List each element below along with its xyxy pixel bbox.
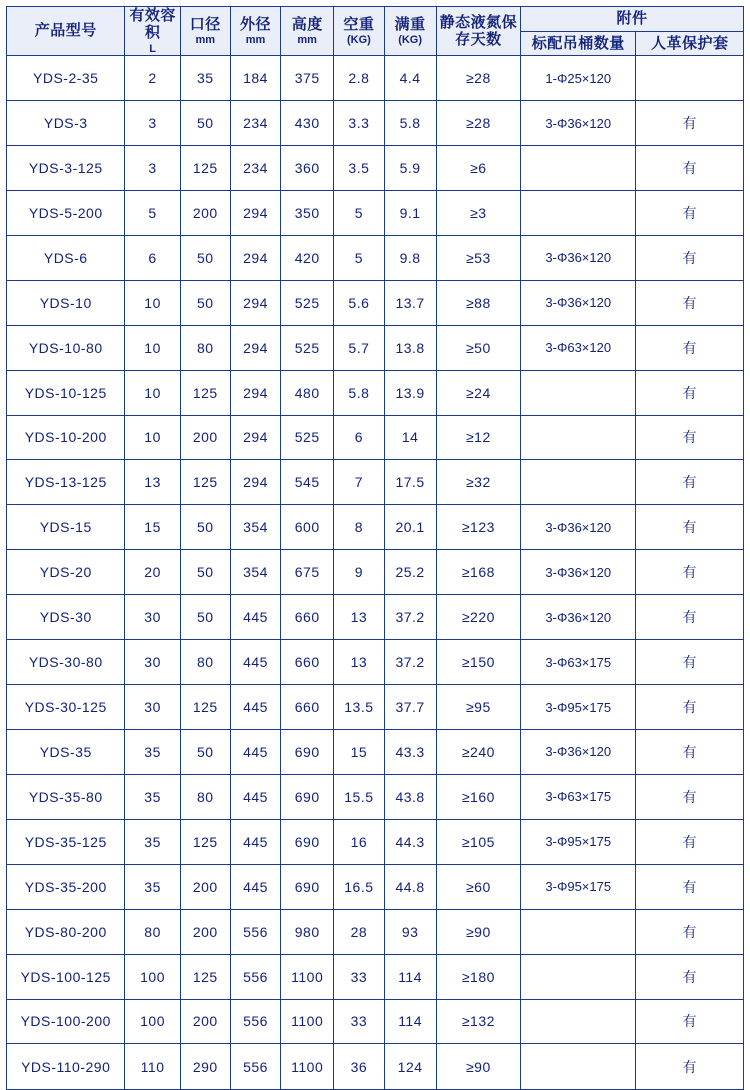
- cell-cover: 有: [636, 819, 744, 864]
- cell-outer: 556: [230, 999, 280, 1044]
- cell-full: 37.2: [384, 640, 436, 685]
- cell-full: 9.1: [384, 190, 436, 235]
- cell-bore: 50: [180, 235, 230, 280]
- cell-height: 360: [281, 145, 334, 190]
- cell-bore: 50: [180, 280, 230, 325]
- header-static-storage-days: 静态液氮保存天数: [436, 7, 520, 56]
- cell-outer: 556: [230, 954, 280, 999]
- cell-cover: 有: [636, 190, 744, 235]
- cell-cover: 有: [636, 550, 744, 595]
- cell-model: YDS-2-35: [7, 56, 125, 101]
- cell-cover: 有: [636, 101, 744, 146]
- cell-model: YDS-10-200: [7, 415, 125, 460]
- cell-outer: 445: [230, 774, 280, 819]
- cell-outer: 354: [230, 550, 280, 595]
- cell-model: YDS-35-125: [7, 819, 125, 864]
- cell-height: 430: [281, 101, 334, 146]
- cell-full: 13.7: [384, 280, 436, 325]
- cell-model: YDS-20: [7, 550, 125, 595]
- header-full-weight: [384, 7, 436, 56]
- cell-full: 44.8: [384, 864, 436, 909]
- cell-days: ≥150: [436, 640, 520, 685]
- cell-bore: 125: [180, 460, 230, 505]
- cell-model: YDS-35-80: [7, 774, 125, 819]
- cell-bore: 290: [180, 1044, 230, 1089]
- cell-height: 1100: [281, 999, 334, 1044]
- cell-bore: 80: [180, 640, 230, 685]
- cell-empty: 5.6: [334, 280, 384, 325]
- table-row: [7, 954, 744, 999]
- cell-empty: 8: [334, 505, 384, 550]
- cell-cover: 有: [636, 864, 744, 909]
- cell-height: 480: [281, 370, 334, 415]
- cell-bore: 125: [180, 685, 230, 730]
- cell-height: 420: [281, 235, 334, 280]
- cell-bore: 35: [180, 56, 230, 101]
- cell-full: 114: [384, 999, 436, 1044]
- cell-empty: 9: [334, 550, 384, 595]
- cell-buckets: [521, 370, 636, 415]
- table-row: [7, 460, 744, 505]
- header-outer-label: 外径: [239, 15, 271, 33]
- cell-volume: 2: [125, 56, 180, 101]
- cell-full: 37.2: [384, 595, 436, 640]
- cell-model: YDS-10-80: [7, 325, 125, 370]
- header-full-unit: (KG): [398, 33, 423, 46]
- cell-outer: 184: [230, 56, 280, 101]
- cell-bore: 200: [180, 999, 230, 1044]
- cell-bore: 200: [180, 909, 230, 954]
- cell-model: YDS-30-80: [7, 640, 125, 685]
- cell-days: ≥24: [436, 370, 520, 415]
- cell-full: 114: [384, 954, 436, 999]
- cell-bore: 125: [180, 819, 230, 864]
- table-row: [7, 640, 744, 685]
- cell-outer: 445: [230, 864, 280, 909]
- cell-days: ≥90: [436, 1044, 520, 1089]
- cell-volume: 3: [125, 145, 180, 190]
- cell-full: 13.9: [384, 370, 436, 415]
- cell-empty: 13: [334, 595, 384, 640]
- cell-model: YDS-30-125: [7, 685, 125, 730]
- cell-volume: 30: [125, 640, 180, 685]
- cell-buckets: 3-Φ36×120: [521, 235, 636, 280]
- header-full-label: 满重: [394, 15, 426, 33]
- table-row: [7, 774, 744, 819]
- cell-volume: 10: [125, 280, 180, 325]
- cell-model: YDS-3-125: [7, 145, 125, 190]
- header-height: [281, 7, 334, 56]
- cell-full: 5.8: [384, 101, 436, 146]
- cell-buckets: 3-Φ36×120: [521, 729, 636, 774]
- specification-table: [6, 6, 744, 1090]
- cell-empty: 3.3: [334, 101, 384, 146]
- cell-height: 660: [281, 685, 334, 730]
- cell-outer: 294: [230, 325, 280, 370]
- cell-cover: 有: [636, 729, 744, 774]
- cell-height: 690: [281, 729, 334, 774]
- cell-cover: 有: [636, 235, 744, 280]
- cell-empty: 3.5: [334, 145, 384, 190]
- cell-buckets: [521, 909, 636, 954]
- header-row-1: [7, 7, 744, 32]
- cell-empty: 16.5: [334, 864, 384, 909]
- cell-height: 375: [281, 56, 334, 101]
- table-row: [7, 190, 744, 235]
- cell-cover: 有: [636, 595, 744, 640]
- cell-days: ≥28: [436, 101, 520, 146]
- cell-outer: 354: [230, 505, 280, 550]
- cell-volume: 10: [125, 325, 180, 370]
- cell-model: YDS-100-125: [7, 954, 125, 999]
- cell-buckets: 3-Φ95×175: [521, 819, 636, 864]
- cell-cover: 有: [636, 280, 744, 325]
- cell-full: 25.2: [384, 550, 436, 595]
- cell-volume: 80: [125, 909, 180, 954]
- cell-cover: [636, 56, 744, 101]
- cell-outer: 294: [230, 370, 280, 415]
- cell-outer: 294: [230, 460, 280, 505]
- cell-full: 93: [384, 909, 436, 954]
- cell-empty: 6: [334, 415, 384, 460]
- cell-model: YDS-35: [7, 729, 125, 774]
- cell-days: ≥32: [436, 460, 520, 505]
- table-row: [7, 1044, 744, 1089]
- cell-bore: 50: [180, 505, 230, 550]
- cell-empty: 13: [334, 640, 384, 685]
- cell-days: ≥123: [436, 505, 520, 550]
- header-model: 产品型号: [7, 7, 125, 56]
- cell-days: ≥220: [436, 595, 520, 640]
- cell-height: 980: [281, 909, 334, 954]
- cell-volume: 100: [125, 954, 180, 999]
- table-row: [7, 909, 744, 954]
- cell-buckets: [521, 190, 636, 235]
- cell-days: ≥28: [436, 56, 520, 101]
- cell-height: 545: [281, 460, 334, 505]
- header-volume-unit: L: [149, 42, 156, 55]
- cell-full: 14: [384, 415, 436, 460]
- table-row: [7, 999, 744, 1044]
- table-row: [7, 235, 744, 280]
- cell-buckets: 3-Φ36×120: [521, 280, 636, 325]
- cell-buckets: 3-Φ36×120: [521, 101, 636, 146]
- cell-empty: 33: [334, 999, 384, 1044]
- cell-volume: 20: [125, 550, 180, 595]
- cell-outer: 234: [230, 145, 280, 190]
- cell-model: YDS-3: [7, 101, 125, 146]
- cell-cover: 有: [636, 1044, 744, 1089]
- cell-days: ≥90: [436, 909, 520, 954]
- cell-buckets: [521, 415, 636, 460]
- cell-days: ≥3: [436, 190, 520, 235]
- table-row: [7, 864, 744, 909]
- cell-outer: 445: [230, 819, 280, 864]
- cell-buckets: 3-Φ63×175: [521, 640, 636, 685]
- cell-full: 17.5: [384, 460, 436, 505]
- table-header: [7, 7, 744, 56]
- cell-model: YDS-100-200: [7, 999, 125, 1044]
- cell-height: 525: [281, 415, 334, 460]
- cell-cover: 有: [636, 774, 744, 819]
- cell-buckets: [521, 460, 636, 505]
- cell-model: YDS-6: [7, 235, 125, 280]
- cell-cover: 有: [636, 640, 744, 685]
- cell-days: ≥105: [436, 819, 520, 864]
- table-row: [7, 819, 744, 864]
- cell-model: YDS-35-200: [7, 864, 125, 909]
- cell-cover: 有: [636, 145, 744, 190]
- cell-cover: 有: [636, 909, 744, 954]
- header-bore-unit: mm: [195, 33, 216, 46]
- cell-volume: 13: [125, 460, 180, 505]
- table-row: [7, 101, 744, 146]
- table-row: [7, 729, 744, 774]
- header-leather-cover: 人革保护套: [636, 31, 744, 56]
- cell-full: 124: [384, 1044, 436, 1089]
- header-volume-label: 有效容积: [129, 7, 176, 42]
- cell-buckets: 3-Φ63×175: [521, 774, 636, 819]
- cell-days: ≥168: [436, 550, 520, 595]
- cell-model: YDS-15: [7, 505, 125, 550]
- cell-outer: 556: [230, 909, 280, 954]
- header-volume: [125, 7, 180, 56]
- table-row: [7, 370, 744, 415]
- cell-full: 37.7: [384, 685, 436, 730]
- cell-outer: 445: [230, 595, 280, 640]
- cell-days: ≥60: [436, 864, 520, 909]
- cell-empty: 15.5: [334, 774, 384, 819]
- cell-days: ≥53: [436, 235, 520, 280]
- header-empty-label: 空重: [343, 15, 375, 33]
- cell-full: 44.3: [384, 819, 436, 864]
- cell-volume: 15: [125, 505, 180, 550]
- cell-days: ≥95: [436, 685, 520, 730]
- cell-bore: 200: [180, 415, 230, 460]
- cell-volume: 35: [125, 819, 180, 864]
- cell-bore: 80: [180, 774, 230, 819]
- cell-outer: 556: [230, 1044, 280, 1089]
- cell-volume: 10: [125, 370, 180, 415]
- cell-cover: 有: [636, 370, 744, 415]
- cell-volume: 6: [125, 235, 180, 280]
- header-outer-diameter: [230, 7, 280, 56]
- cell-days: ≥88: [436, 280, 520, 325]
- cell-buckets: 3-Φ36×120: [521, 595, 636, 640]
- cell-days: ≥240: [436, 729, 520, 774]
- cell-empty: 2.8: [334, 56, 384, 101]
- header-bore: [180, 7, 230, 56]
- cell-height: 1100: [281, 954, 334, 999]
- cell-days: ≥50: [436, 325, 520, 370]
- cell-volume: 35: [125, 729, 180, 774]
- cell-full: 9.8: [384, 235, 436, 280]
- cell-height: 525: [281, 325, 334, 370]
- cell-empty: 5.7: [334, 325, 384, 370]
- cell-model: YDS-10: [7, 280, 125, 325]
- cell-height: 600: [281, 505, 334, 550]
- cell-days: ≥180: [436, 954, 520, 999]
- table-row: [7, 415, 744, 460]
- cell-outer: 234: [230, 101, 280, 146]
- cell-outer: 445: [230, 640, 280, 685]
- cell-outer: 445: [230, 685, 280, 730]
- cell-empty: 16: [334, 819, 384, 864]
- cell-empty: 5: [334, 235, 384, 280]
- cell-volume: 10: [125, 415, 180, 460]
- cell-height: 690: [281, 864, 334, 909]
- cell-full: 13.8: [384, 325, 436, 370]
- cell-buckets: 3-Φ63×120: [521, 325, 636, 370]
- cell-buckets: 3-Φ95×175: [521, 864, 636, 909]
- cell-empty: 5: [334, 190, 384, 235]
- cell-empty: 5.8: [334, 370, 384, 415]
- cell-buckets: 3-Φ36×120: [521, 550, 636, 595]
- table-row: [7, 595, 744, 640]
- cell-volume: 35: [125, 864, 180, 909]
- cell-full: 20.1: [384, 505, 436, 550]
- cell-bore: 80: [180, 325, 230, 370]
- cell-days: ≥160: [436, 774, 520, 819]
- header-empty-weight: [334, 7, 384, 56]
- cell-height: 690: [281, 819, 334, 864]
- cell-model: YDS-10-125: [7, 370, 125, 415]
- cell-cover: 有: [636, 505, 744, 550]
- cell-height: 690: [281, 774, 334, 819]
- cell-bore: 125: [180, 370, 230, 415]
- cell-volume: 30: [125, 685, 180, 730]
- cell-height: 660: [281, 640, 334, 685]
- cell-full: 4.4: [384, 56, 436, 101]
- header-height-unit: mm: [297, 33, 317, 46]
- cell-volume: 30: [125, 595, 180, 640]
- table-row: [7, 56, 744, 101]
- cell-empty: 7: [334, 460, 384, 505]
- header-bore-label: 口径: [189, 15, 221, 33]
- header-height-label: 高度: [291, 15, 323, 33]
- cell-days: ≥6: [436, 145, 520, 190]
- cell-height: 675: [281, 550, 334, 595]
- table-body: [7, 56, 744, 1090]
- cell-full: 43.3: [384, 729, 436, 774]
- cell-empty: 15: [334, 729, 384, 774]
- cell-cover: 有: [636, 685, 744, 730]
- cell-cover: 有: [636, 325, 744, 370]
- cell-buckets: 3-Φ36×120: [521, 505, 636, 550]
- cell-cover: 有: [636, 460, 744, 505]
- cell-outer: 294: [230, 415, 280, 460]
- cell-volume: 35: [125, 774, 180, 819]
- cell-outer: 294: [230, 280, 280, 325]
- cell-bore: 50: [180, 101, 230, 146]
- cell-full: 43.8: [384, 774, 436, 819]
- cell-bore: 50: [180, 595, 230, 640]
- cell-outer: 294: [230, 190, 280, 235]
- cell-model: YDS-5-200: [7, 190, 125, 235]
- cell-height: 525: [281, 280, 334, 325]
- cell-buckets: [521, 145, 636, 190]
- cell-volume: 5: [125, 190, 180, 235]
- cell-height: 1100: [281, 1044, 334, 1089]
- table-row: [7, 550, 744, 595]
- cell-days: ≥12: [436, 415, 520, 460]
- cell-cover: 有: [636, 415, 744, 460]
- cell-model: YDS-30: [7, 595, 125, 640]
- cell-empty: 33: [334, 954, 384, 999]
- header-bucket-count: 标配吊桶数量: [521, 31, 636, 56]
- cell-model: YDS-80-200: [7, 909, 125, 954]
- cell-buckets: 3-Φ95×175: [521, 685, 636, 730]
- cell-model: YDS-110-290: [7, 1044, 125, 1089]
- cell-bore: 50: [180, 550, 230, 595]
- table-row: [7, 325, 744, 370]
- table-row: [7, 280, 744, 325]
- cell-bore: 200: [180, 190, 230, 235]
- cell-buckets: [521, 1044, 636, 1089]
- cell-bore: 125: [180, 145, 230, 190]
- cell-empty: 28: [334, 909, 384, 954]
- cell-height: 350: [281, 190, 334, 235]
- header-empty-unit: (KG): [346, 33, 371, 46]
- table-row: [7, 145, 744, 190]
- cell-buckets: 1-Φ25×120: [521, 56, 636, 101]
- cell-outer: 445: [230, 729, 280, 774]
- cell-height: 660: [281, 595, 334, 640]
- cell-buckets: [521, 954, 636, 999]
- table-row: [7, 505, 744, 550]
- cell-bore: 50: [180, 729, 230, 774]
- cell-volume: 100: [125, 999, 180, 1044]
- cell-cover: 有: [636, 954, 744, 999]
- cell-volume: 110: [125, 1044, 180, 1089]
- table-row: [7, 685, 744, 730]
- header-accessories-group: 附件: [521, 7, 744, 32]
- cell-model: YDS-13-125: [7, 460, 125, 505]
- cell-outer: 294: [230, 235, 280, 280]
- cell-volume: 3: [125, 101, 180, 146]
- cell-empty: 13.5: [334, 685, 384, 730]
- cell-cover: 有: [636, 999, 744, 1044]
- cell-empty: 36: [334, 1044, 384, 1089]
- cell-full: 5.9: [384, 145, 436, 190]
- cell-days: ≥132: [436, 999, 520, 1044]
- cell-bore: 200: [180, 864, 230, 909]
- cell-buckets: [521, 999, 636, 1044]
- header-outer-unit: mm: [245, 33, 266, 46]
- cell-bore: 125: [180, 954, 230, 999]
